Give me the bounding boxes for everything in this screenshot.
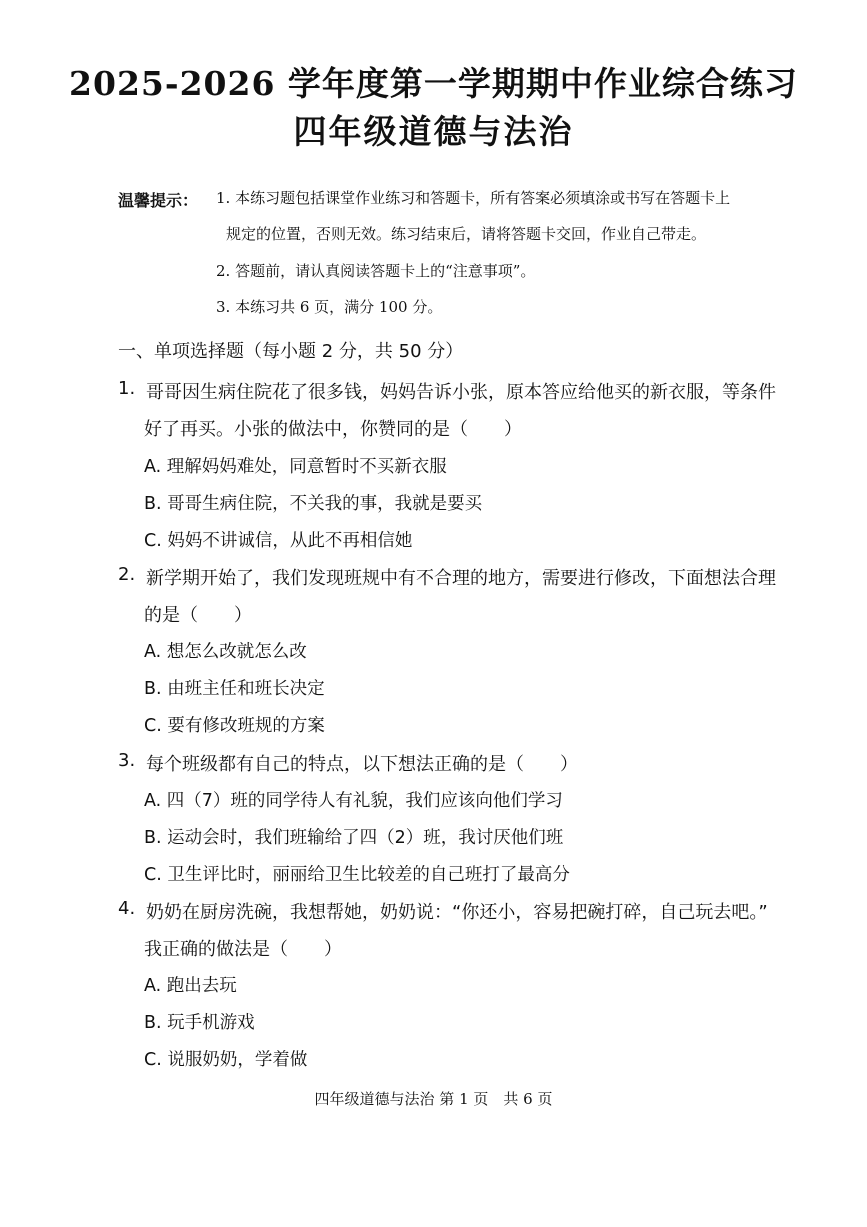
question-1-option-c: C. 妈妈不讲诚信，从此不再相信她 (144, 531, 413, 551)
question-1-line1: 哥哥因生病住院花了很多钱，妈妈告诉小张，原本答应给他买的新衣服，等条件 (146, 382, 776, 403)
question-2-line2: 的是（ ） (144, 605, 252, 626)
question-4-line1: 奶奶在厨房洗碗，我想帮她，奶奶说：“你还小，容易把碗打碎，自己玩去吧。” (146, 902, 768, 923)
exam-subtitle: 四年级道德与法治 (293, 112, 574, 151)
notice-item-3 (216, 290, 820, 324)
notice-label: 温馨提示： (118, 191, 199, 210)
notice-item-1-line2: 规定的位置，否则无效。练习结束后，请将答题卡交回，作业自己带走。 (226, 225, 707, 243)
notice-item-1-line1: 1. 本练习题包括课堂作业练习和答题卡，所有答案必须填涂或书写在答题卡上 (216, 189, 731, 207)
page-footer: 四年级道德与法治 第 1 页 共 6 页 (314, 1090, 553, 1108)
question-4-number: 4. (118, 898, 136, 919)
question-1-number: 1. (118, 378, 136, 399)
question-1-option-b: B. 哥哥生病住院，不关我的事，我就是要买 (144, 494, 483, 514)
notice-item-3-text: 3. 本练习共 6 页，满分 100 分。 (216, 298, 443, 316)
notice-item-2 (216, 254, 820, 288)
question-4-line2: 我正确的做法是（ ） (144, 939, 342, 960)
question-4-option-c: C. 说服奶奶，学着做 (144, 1050, 308, 1070)
notice-item-2-text: 2. 答题前，请认真阅读答题卡上的“注意事项”。 (216, 262, 536, 280)
question-2-line1: 新学期开始了，我们发现班规中有不合理的地方，需要进行修改，下面想法合理 (146, 568, 776, 589)
question-2-option-a: A. 想怎么改就怎么改 (144, 642, 307, 662)
question-2-option-c: C. 要有修改班规的方案 (144, 716, 325, 736)
question-1-line2: 好了再买。小张的做法中，你赞同的是（ ） (144, 419, 522, 440)
question-3-number: 3. (118, 750, 136, 771)
section-heading: 一、单项选择题（每小题 2 分，共 50 分） (118, 341, 464, 362)
question-3-line1: 每个班级都有自己的特点，以下想法正确的是（ ） (146, 754, 578, 775)
question-1-option-a: A. 理解妈妈难处，同意暂时不买新衣服 (144, 457, 447, 477)
question-3-option-b: B. 运动会时，我们班输给了四（2）班，我讨厌他们班 (144, 828, 564, 848)
notice-item-1-continuation (226, 217, 830, 251)
exam-title: 2025-2026 学年度第一学期期中作业综合练习 (69, 64, 798, 103)
notice-item-1 (216, 181, 820, 215)
question-3-option-c: C. 卫生评比时，丽丽给卫生比较差的自己班打了最高分 (144, 865, 570, 885)
question-4-option-a: A. 跑出去玩 (144, 976, 237, 996)
question-2-number: 2. (118, 564, 136, 585)
question-2-option-b: B. 由班主任和班长决定 (144, 679, 325, 699)
question-3-option-a: A. 四（7）班的同学待人有礼貌，我们应该向他们学习 (144, 791, 563, 811)
question-4-option-b: B. 玩手机游戏 (144, 1013, 255, 1033)
